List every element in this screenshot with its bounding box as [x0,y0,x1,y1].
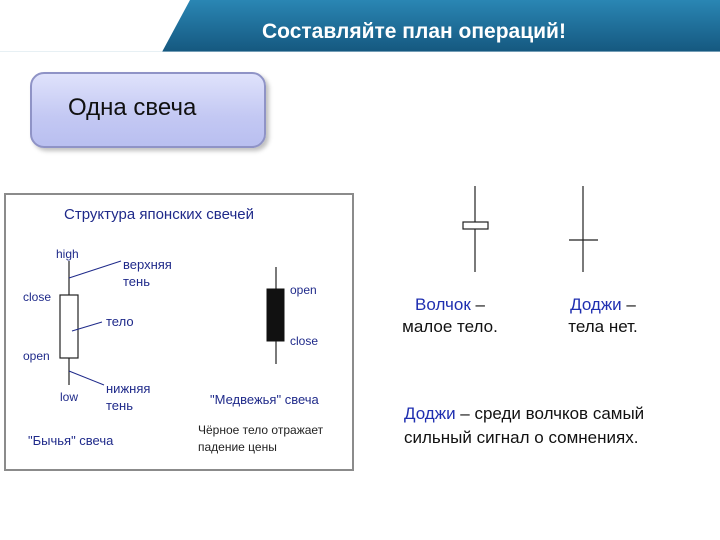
label-low: low [60,390,79,404]
spinning-top-name: Волчок [415,295,471,314]
label-open-bear: open [290,283,317,297]
label-upper-shadow: верхняя тень [123,257,172,289]
label-lower-shadow: нижняя тень [106,381,151,413]
page-title: Составляйте план операций! [262,20,566,43]
bearish-caption: "Медвежья" свеча [210,392,319,407]
label-close-bull: close [23,290,52,304]
bullish-caption: "Бычья" свеча [28,433,114,448]
label-close-bear: close [290,334,319,348]
callout-text: Одна свеча [68,94,197,121]
label-open-bull: open [23,349,50,363]
panel-title: Структура японских свечей [64,206,254,223]
label-body: тело [106,314,134,329]
spinning-top-body [463,222,488,229]
bottom-note: Доджи – среди волчков самый сильный сигнал о сомнениях. [404,404,645,447]
doji-desc: Доджи – тела нет. [568,295,638,336]
doji-name: Доджи [570,295,622,314]
bearish-note: Чёрное тело отражает падение цены [198,423,324,454]
spinning-top-desc: Волчок – малое тело. [402,295,498,336]
label-high: high [56,247,79,261]
bottom-note-doji: Доджи [404,404,456,423]
